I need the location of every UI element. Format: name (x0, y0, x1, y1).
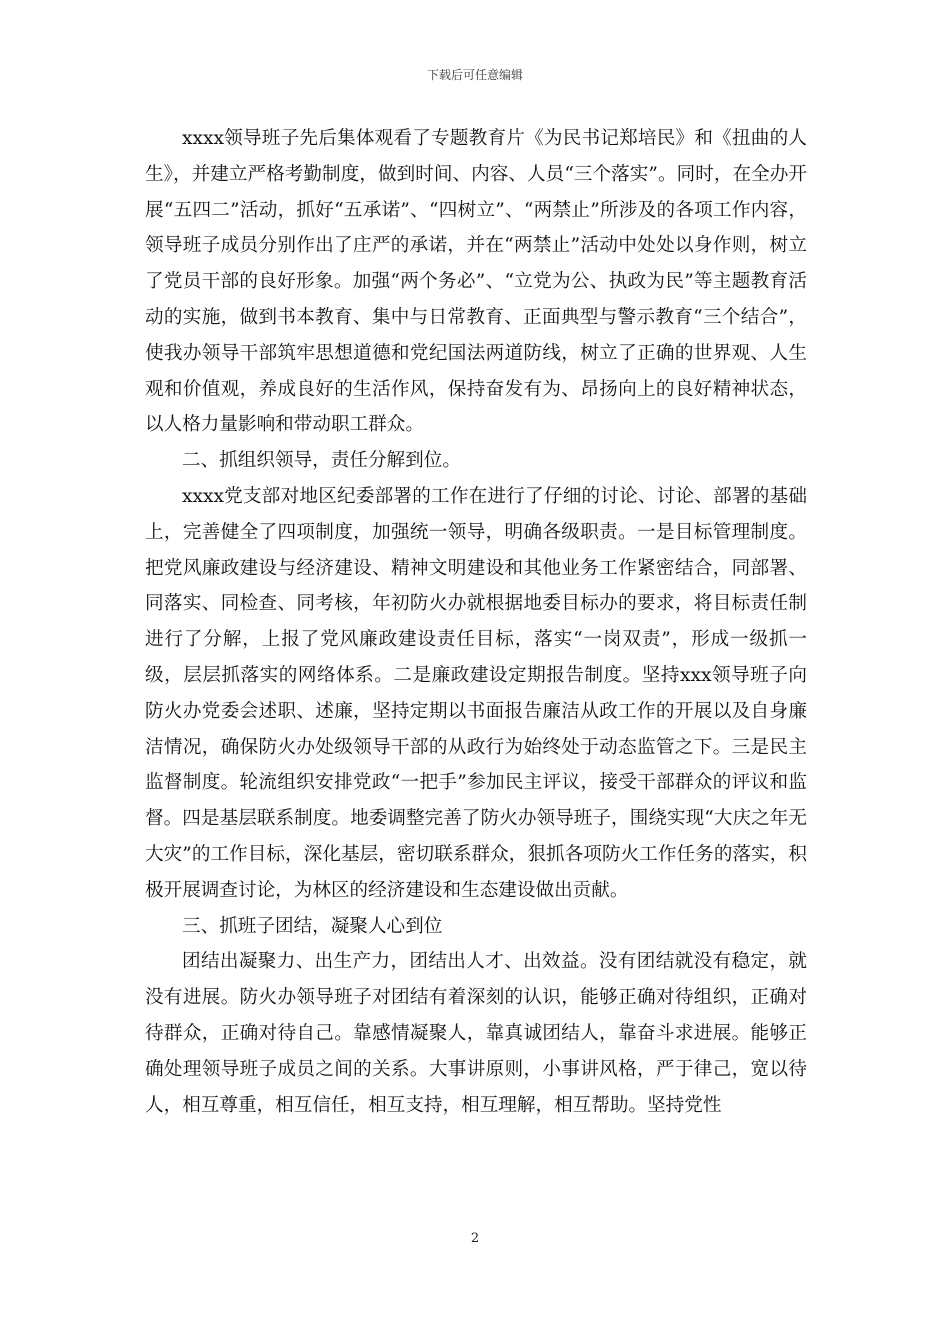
paragraph-2: xxxx党支部对地区纪委部署的工作在进行了仔细的讨论、讨论、部署的基础上，完善健全了四项制度，加强统一领导，明确各级职责。一是目标管理制度。把党风廉政建设与经济建设、精神文明建设和其他业务工作紧密结合，同部署、同落实、同检查、同考核，年初防火办就根据地委目标办的要求，将目标责任制进行了分解，上报了党风廉政建设责任目标，落实“一岗双责”，形成一级抓一级，层层抓落实的网络体系。二是廉政建设定期报告制度。坚持xxx领导班子向防火办党委会述职、述廉，坚持定期以书面报告廉洁从政工作的开展以及自身廉洁情况，确保防火办处级领导干部的从政行为始终处于动态监管之下。三是民主监督制度。轮流组织安排党政“一把手”参加民主评议，接受干部群众的评议和监督。四是基层联系制度。地委调整完善了防火办领导班子，围绕实现“大庆之年无大灾”的工作目标，深化基层，密切联系群众，狠抓各项防火工作任务的落实，积极开展调查讨论，为林区的经济建设和生态建设做出贡献。 (145, 485, 807, 901)
page-header: 下载后可任意编辑 (426, 68, 523, 82)
section-heading-2: 二、抓组织领导，责任分解到位。 (182, 450, 461, 472)
paragraph-3: 团结出凝聚力、出生产力，团结出人才、出效益。没有团结就没有稳定，就没有进展。防火办领导班子对团结有着深刻的认识，能够正确对待组织，正确对待群众，正确对待自己。靠感情凝聚人，靠真诚团结人，靠奋斗求进展。能够正确处理领导班子成员之间的关系。大事讲原则，小事讲风格，严于律己，宽以待人，相互尊重，相互信任，相互支持，相互理解，相互帮助。坚持党性 (145, 951, 807, 1116)
paragraph-1: xxxx领导班子先后集体观看了专题教育片《为民书记郑培民》和《扭曲的人生》，并建立严格考勤制度，做到时间、内容、人员“三个落实”。同时，在全办开展“五四二”活动，抓好“五承诺”、“四树立”、“两禁止”所涉及的各项工作内容，领导班子成员分别作出了庄严的承诺，并在“两禁止”活动中处处以身作则，树立了党员干部的良好形象。加强“两个务必”、“立党为公、执政为民”等主题教育活动的实施，做到书本教育、集中与日常教育、正面典型与警示教育“三个结合”，使我办领导干部筑牢思想道德和党纪国法两道防线，树立了正确的世界观、人生观和价值观，养成良好的生活作风，保持奋发有为、昂扬向上的良好精神状态，以人格力量影响和带动职工群众。 (145, 128, 807, 436)
document-body (145, 121, 807, 1123)
page-number: 2 (470, 1231, 480, 1246)
section-heading-3: 三、抓班子团结，凝聚人心到位 (182, 915, 443, 937)
